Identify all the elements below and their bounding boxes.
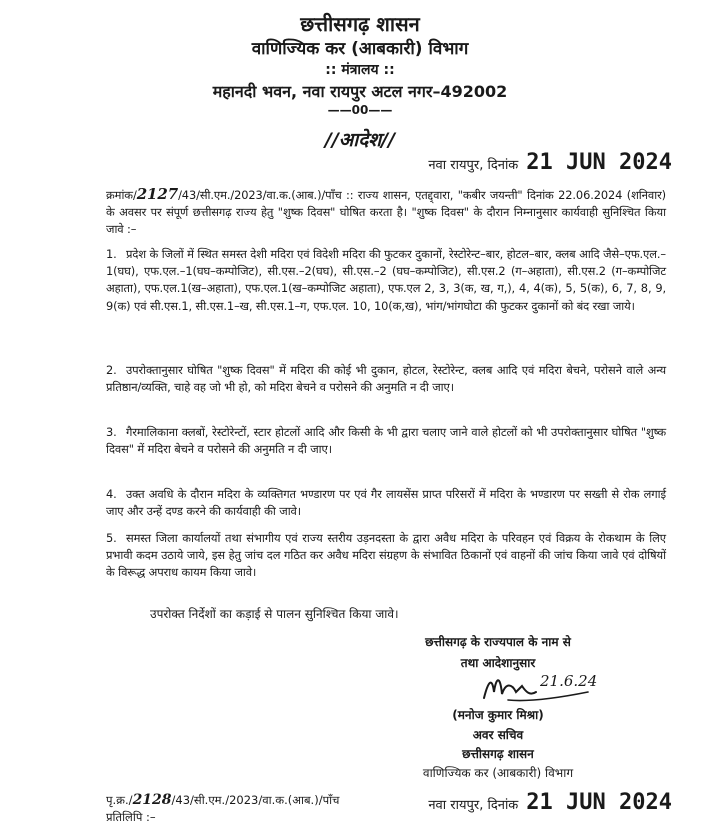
signature-date: 21.6.24 xyxy=(540,672,598,690)
department-heading: वाणिज्यिक कर (आबकारी) विभाग xyxy=(251,39,469,59)
copy-label: प्रतिलिपि :– xyxy=(106,810,156,824)
endorsement-ref xyxy=(106,792,339,808)
ref-suffix: /43/सी.एम./2023/वा.क.(आब.)/पाँच xyxy=(178,188,342,202)
point-number: 2. xyxy=(106,363,117,377)
point-text: गैरमालिकाना क्लबों, रेस्टोरेन्टों, स्टार होटलों आदि और किसी के भी द्वारा चलाए जाने वाले होटलों को भी उपरोक्तानुसार घोषित "शुष्क दिवस" में मदिरा बेचने व परोसने की अनुमति न दी जाए। xyxy=(106,425,666,457)
endorsement-suffix: /43/सी.एम./2023/वा.क.(आब.)/पाँच xyxy=(171,793,340,807)
signatory-line-2: तथा आदेशानुसार xyxy=(460,656,536,670)
point-text: उक्त अवधि के दौरान मदिरा के व्यक्तिगत भण्डारण पर एवं गैर लायसेंस प्राप्त परिसरों में मदिरा के भण्डारण पर सख्ती से रोक लगाई जाए और उन्हें दण्ड करने की कार्यवाही की जावे। xyxy=(106,487,666,519)
endorsement-prefix: पृ.क्र./ xyxy=(106,793,133,807)
point-number: 3. xyxy=(106,425,117,439)
govt-heading: छत्तीसगढ़ शासन xyxy=(300,12,420,36)
point-2 xyxy=(106,362,666,396)
order-date xyxy=(428,150,672,175)
point-4 xyxy=(106,486,666,520)
handwritten-signature xyxy=(478,662,608,710)
point-1 xyxy=(106,246,666,315)
point-text: समस्त जिला कार्यालयों तथा संभागीय एवं राज्य स्तरीय उड़नदस्ता के द्वारा अवैध मदिरा के परिवहन एवं विक्रय के रोकथाम के लिए प्रभावी कदम उठाये जाये, इस हेतु जांच दल गठित कर अवैध मदिरा संग्रहण के संभावित ठिकानों एवं वाहनों की जांच किया जावे एवं दोषियों के विरूद्ध अपराध कायम किया जावे। xyxy=(106,531,666,580)
address-line: महानदी भवन, नवा रायपुर अटल नगर–492002 xyxy=(212,82,508,101)
point-number: 5. xyxy=(106,531,117,545)
point-text: उपरोक्तानुसार घोषित "शुष्क दिवस" में मदिरा की कोई भी दुकान, होटल, रेस्टोरेन्ट, क्लब आदि एवं मदिरा बेचने, परोसने वाले अन्य प्रतिष्ठान/व्यक्ति, चाहे वह जो भी हो, को मदिरा बेचने व परोसने की अनुमति न दी जाए। xyxy=(106,363,666,395)
point-number: 4. xyxy=(106,487,117,501)
closing-line: उपरोक्त निर्देशों का कड़ाई से पालन सुनिश्चित किया जावे। xyxy=(150,607,399,621)
signatory-govt: छत्तीसगढ़ शासन xyxy=(462,747,534,761)
point-text: प्रदेश के जिलों में स्थित समस्त देशी मदिरा एवं विदेशी मदिरा की फुटकर दुकानों, रेस्टोरेन्ट–बार, होटल–बार, क्लब आदि जैसे–एफ.एल.–1(घघ), एफ.एल.–1(घघ–कम्पोजिट), सी.एस.–2(घघ), सी.एस.–2 (घघ–कम्पोजिट), सी.एस.2 (ग–अहाता), सी.एस.2 (ग–कम्पोजिट अहाता), एफ.एल.1(ख–अहाता), एफ.एल.1(ख–कम्पोजिट अहाता), एफ.एल 2, 3, 3(क, ख, ग,), 4, 4(क), 5, 5(क), 6, 7, 8, 9, 9(क) एवं सी.एस.1, सी.एस.1–ख, सी.एस.1–ग, एफ.एल. 10, 10(क,ख), भांग/भांगघोटा की फुटकर दुकानों को बंद रखा जाये। xyxy=(106,247,666,313)
point-number: 1. xyxy=(106,247,117,261)
ref-number: 2127 xyxy=(136,185,179,203)
signatory-department: वाणिज्यिक कर (आबकारी) विभाग xyxy=(422,766,574,780)
intro-text: :: राज्य शासन, एतद्द्वारा, "कबीर जयन्ती" दिनांक 22.06.2024 (शनिवार) के अवसर पर संपूर्ण छत्तीसगढ़ राज्य हेतु "शुष्क दिवस" घोषित करता है। "शुष्क दिवस" के दौरान निम्नानुसार कार्यवाही सुनिश्चित किया जावे :– xyxy=(106,188,666,237)
endorsement-date-label: नवा रायपुर, दिनांक xyxy=(428,798,519,813)
signatory-name: (मनोज कुमार मिश्रा) xyxy=(452,708,544,722)
signatory-designation: अवर सचिव xyxy=(472,728,524,742)
ref-prefix: क्रमांक/ xyxy=(106,188,137,202)
point-3 xyxy=(106,424,666,458)
point-5 xyxy=(106,530,666,582)
order-date-value: 21 JUN 2024 xyxy=(526,150,672,175)
order-title: //आदेश// xyxy=(324,129,396,151)
endorsement-number: 2128 xyxy=(132,792,172,808)
signatory-line-1: छत्तीसगढ़ के राज्यपाल के नाम से xyxy=(425,635,571,649)
office-heading: :: मंत्रालय :: xyxy=(325,62,395,78)
order-date-label: नवा रायपुर, दिनांक xyxy=(428,158,519,173)
endorsement-date xyxy=(428,790,672,815)
divider-mark: ——00—— xyxy=(327,103,393,117)
intro-paragraph xyxy=(106,186,666,239)
endorsement-date-value: 21 JUN 2024 xyxy=(526,790,672,815)
